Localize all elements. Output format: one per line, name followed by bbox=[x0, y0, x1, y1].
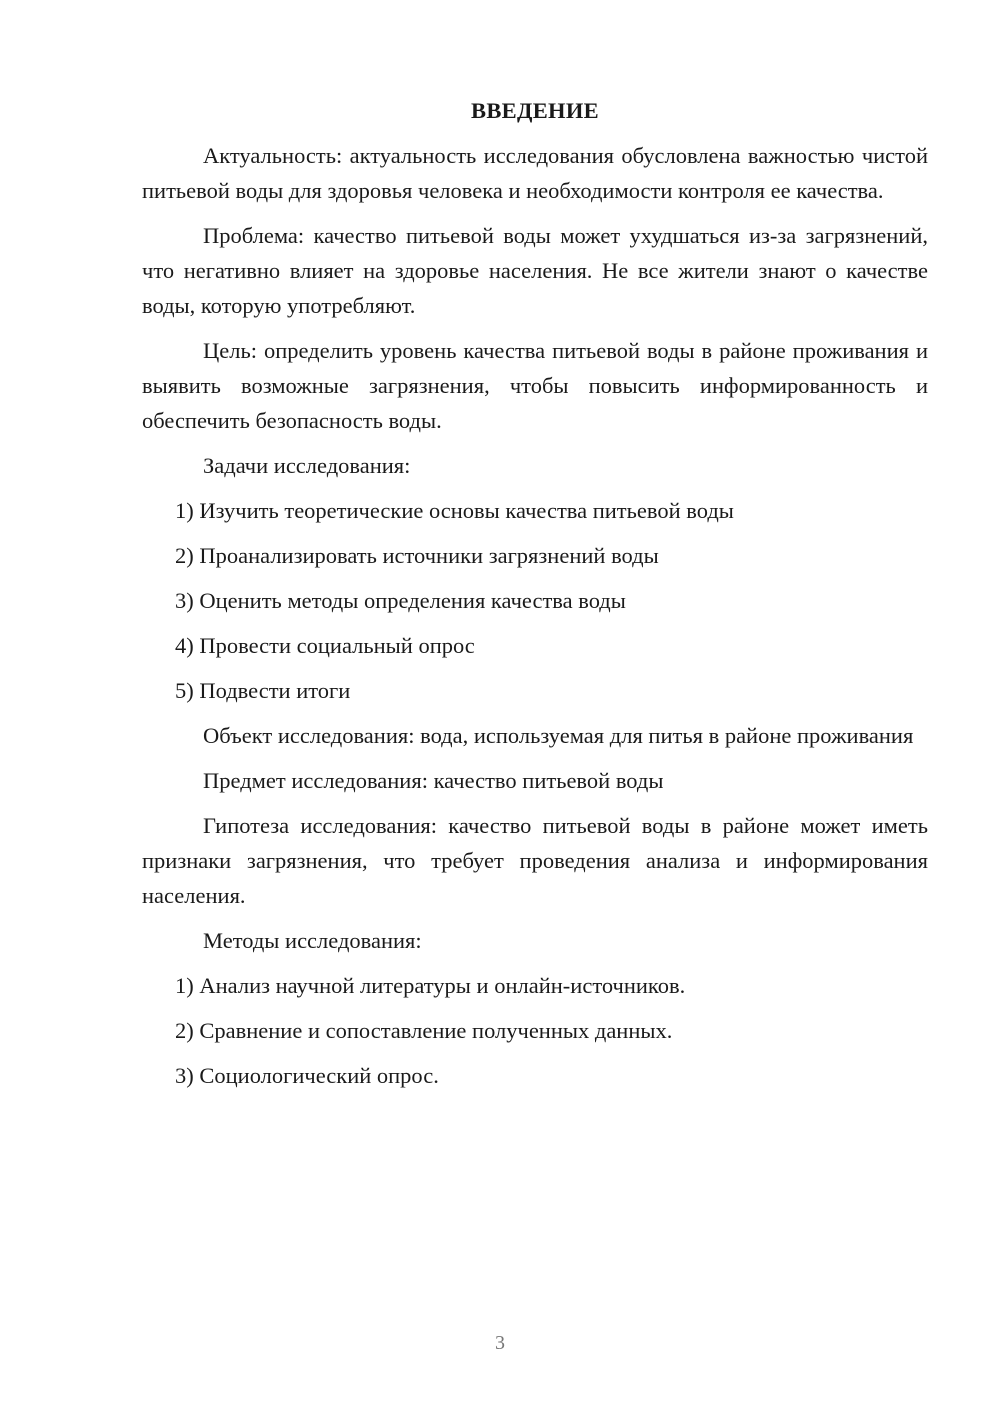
tasks-heading: Задачи исследования: bbox=[203, 453, 411, 478]
relevance-paragraph: Актуальность: актуальность исследования обусловлена важностью чистой питьевой воды для здоровья человека и необходимости контроля ее качества. bbox=[142, 143, 928, 203]
method-item: 1) Анализ научной литературы и онлайн-источников. bbox=[175, 973, 686, 998]
document-body bbox=[142, 93, 928, 1103]
methods-heading: Методы исследования: bbox=[203, 928, 422, 953]
task-item: 3) Оценить методы определения качества воды bbox=[175, 588, 626, 613]
object-paragraph: Объект исследования: вода, используемая для питья в районе проживания bbox=[203, 723, 914, 748]
task-item: 4) Провести социальный опрос bbox=[175, 633, 475, 658]
hypothesis-paragraph: Гипотеза исследования: качество питьевой воды в районе может иметь признаки загрязнения, что требует проведения анализа и информирования населения. bbox=[142, 813, 928, 908]
tasks-list bbox=[142, 493, 928, 708]
section-title: ВВЕДЕНИЕ bbox=[471, 98, 599, 123]
problem-paragraph: Проблема: качество питьевой воды может ухудшаться из-за загрязнений, что негативно влияет на здоровье населения. Не все жители знают о качестве воды, которую употребляют. bbox=[142, 223, 928, 318]
goal-paragraph: Цель: определить уровень качества питьевой воды в районе проживания и выявить возможные загрязнения, чтобы повысить информированность и обеспечить безопасность воды. bbox=[142, 338, 928, 433]
method-item: 2) Сравнение и сопоставление полученных данных. bbox=[175, 1018, 673, 1043]
task-item: 5) Подвести итоги bbox=[175, 678, 351, 703]
task-item: 2) Проанализировать источники загрязнений воды bbox=[175, 543, 659, 568]
method-item: 3) Социологический опрос. bbox=[175, 1063, 439, 1088]
task-item: 1) Изучить теоретические основы качества питьевой воды bbox=[175, 498, 734, 523]
methods-list bbox=[142, 968, 928, 1093]
subject-paragraph: Предмет исследования: качество питьевой воды bbox=[203, 768, 664, 793]
page-number: 3 bbox=[495, 1332, 505, 1354]
